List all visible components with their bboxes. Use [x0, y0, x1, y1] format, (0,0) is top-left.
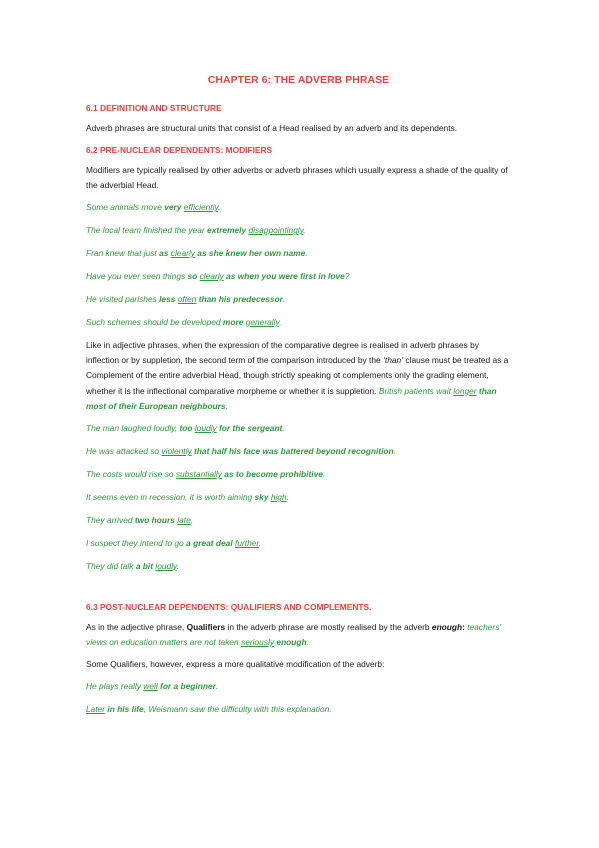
- example-sentence: He plays really well for a beginner.: [86, 680, 219, 691]
- paragraph-qualitative: Some Qualifiers, however, express a more qualitative modification of the adverb:: [86, 658, 385, 669]
- document-page: [86, 74, 511, 725]
- example-sentence: He visited parishes less often than his predecessor.: [86, 293, 286, 304]
- example-sentence: The local team finished the year extremely disappointingly.: [86, 225, 306, 236]
- example-sentence: Some animals move very efficiently.: [86, 202, 221, 213]
- example-sentence: Such schemes should be developed more generally.: [86, 316, 282, 327]
- example-sentence: Fran knew that just as clearly as she knew her own name.: [86, 248, 308, 259]
- example-sentence: It seems even in recession, it is worth aiming sky high.: [86, 491, 289, 502]
- paragraph-definition: Adverb phrases are structural units that consist of a Head realised by an adverb and its dependents.: [86, 123, 458, 133]
- paragraph-modifiers: Modifiers are typically realised by other adverbs or adverb phrases which usually express a shade of the quality of the adverbial Head.: [86, 164, 508, 191]
- example-sentence: Later in his life, Weismann saw the difficulty with this explanation.: [86, 703, 332, 714]
- example-sentence: The costs would rise so substantially as to become prohibitive.: [86, 469, 326, 479]
- chapter-title: CHAPTER 6: THE ADVERB PHRASE: [207, 75, 390, 86]
- spacer: [86, 582, 511, 600]
- example-sentence: Have you ever seen things so clearly as when you were first in love?: [86, 270, 350, 281]
- section-heading-6-2: 6.2 PRE-NUCLEAR DEPENDENTS: MODIFIERS: [86, 144, 273, 155]
- example-sentence: They did talk a bit loudly.: [86, 560, 179, 571]
- section-heading-6-3: 6.3 POST-NUCLEAR DEPENDENTS: QUALIFIERS AND COMPLEMENTS.: [86, 601, 372, 612]
- paragraph-qualifiers: As in the adjective phrase, Qualifiers in the adverb phrase are mostly realised by the adverb enough: teachers’ views on education matters are not taken seriously enough.: [86, 621, 501, 647]
- example-sentence: The man laughed loudly, too loudly for the sergeant.: [86, 423, 285, 434]
- section-heading-6-1: 6.1 DEFINITION AND STRUCTURE: [86, 103, 222, 113]
- example-sentence: I suspect they intend to go a great deal further.: [86, 537, 262, 548]
- example-sentence: They arrived two hours late.: [86, 514, 194, 525]
- paragraph-comparative: Like in adjective phrases, when the expression of the comparative degree is realised in adverb phrases by inflection or by suppletion, the second term of the comparison introduced by the ‘than’ clause must be treated as a Complement of the entire adverbial Head, though strictly speaking ot complements only the grading element, whether it is the inflectional comparative morpheme or whether it is suppletion. British patients wait longer than most of their European neighbours.: [86, 339, 509, 412]
- example-sentence: He was attacked so violently that half his face was battered beyond recognition.: [86, 446, 396, 457]
